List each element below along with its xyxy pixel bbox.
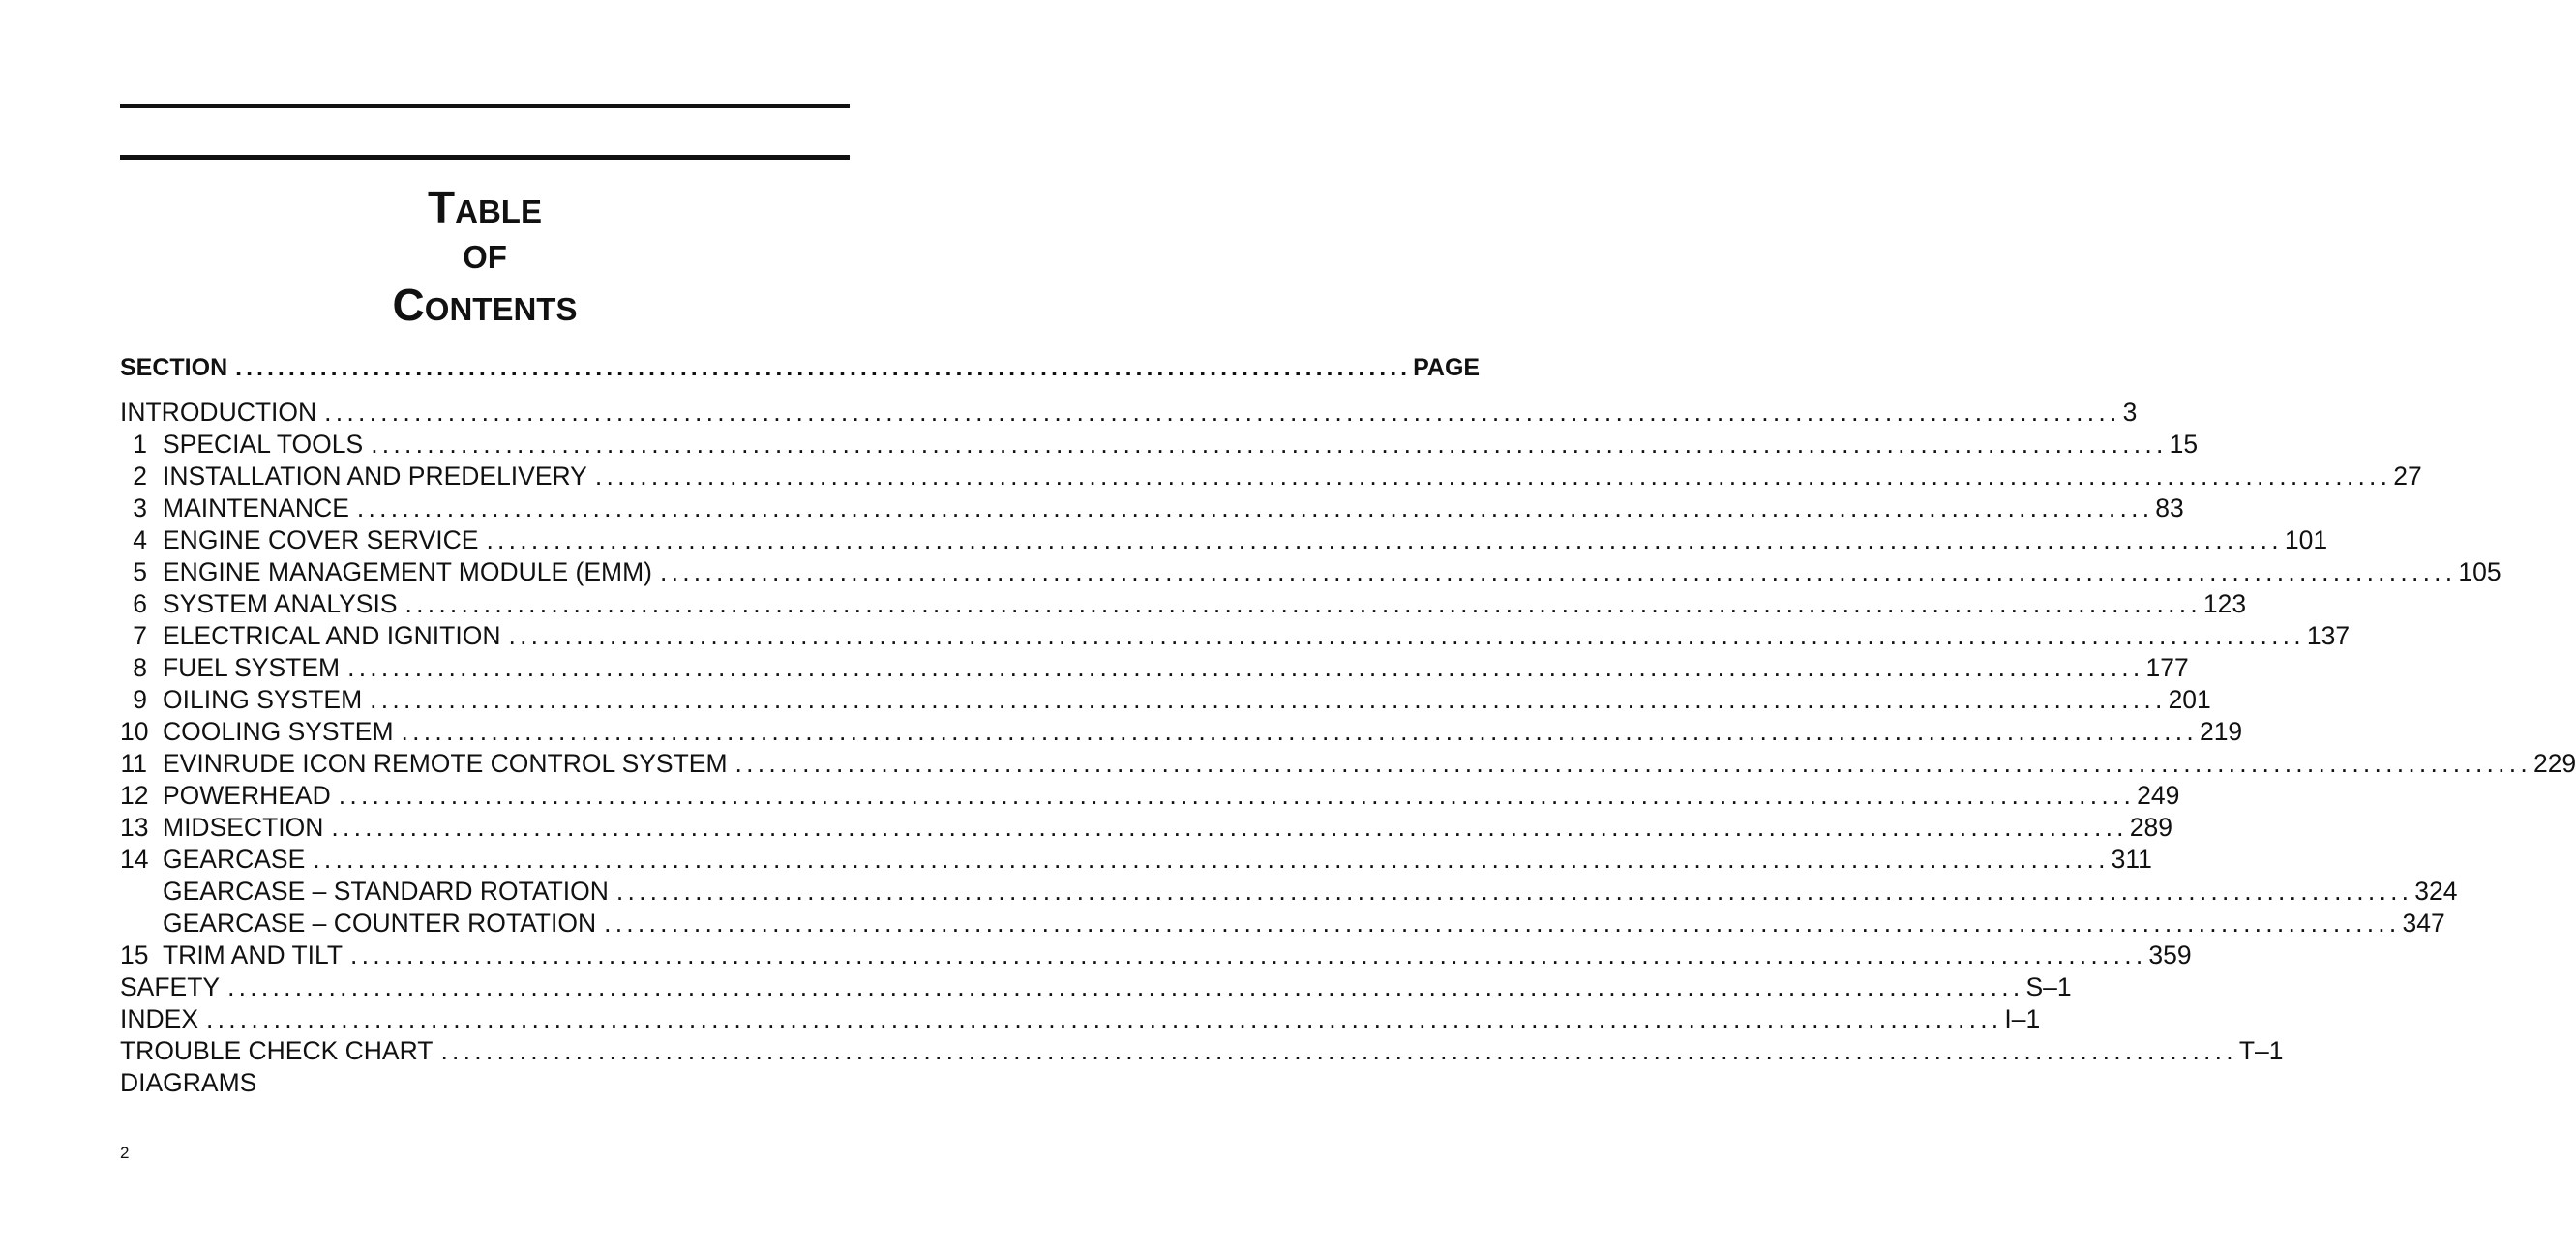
toc-entry-number: 8 [133,653,147,682]
toc-entry-number: 10 [120,717,149,746]
toc-entry[interactable] [120,397,2138,429]
toc-entry-title: SYSTEM ANALYSIS [163,589,398,618]
toc-entry-title: INDEX [120,1004,198,1033]
leader-dots: ................................................................................................................................................................ [486,525,2283,554]
toc-entry[interactable] [120,684,2211,716]
toc-entry-title: TROUBLE CHECK CHART [120,1036,434,1065]
page-column-label: PAGE [1413,354,1481,381]
toc-entry-number: 13 [120,813,149,842]
toc-entry-number: 9 [133,685,147,714]
toc-entry[interactable] [120,716,2243,748]
leader-dots: ................................................................................................................................................................ [508,621,2305,650]
toc-entry-page: 83 [2155,493,2184,522]
toc-entry-title: GEARCASE – STANDARD ROTATION [163,877,609,906]
toc-entry-title: MIDSECTION [163,813,324,842]
leader-dots: ................................................................................................................................................................ [659,557,2457,586]
toc-entry-page: 105 [2458,557,2501,586]
toc-entry-page: 249 [2137,781,2180,810]
toc-entry-number: 2 [133,462,147,491]
toc-entry[interactable] [120,844,2152,876]
toc-entry-page: S–1 [2025,972,2072,1001]
leader-dots: ................................................................................................................................................................ [356,493,2154,522]
toc-entry[interactable] [120,1067,850,1099]
toc-entry-page: 359 [2148,940,2192,969]
title-line-of [120,241,850,273]
toc-entry[interactable] [120,748,2576,780]
leader-dots: ................................................................................................................................................................ [350,940,2147,969]
toc-entry[interactable] [120,524,2328,556]
toc-entry[interactable] [120,652,2189,684]
toc-entry-page: 123 [2202,589,2247,618]
toc-entry[interactable] [120,461,2422,492]
toc-entry-title: INTRODUCTION [120,398,317,427]
toc-entry-title: ELECTRICAL AND IGNITION [163,621,501,650]
leader-dots: ................................................................................................................................................................ [331,813,2128,842]
leader-dots: ................................................................................................................................................................ [440,1036,2237,1065]
title-of: OF [463,239,507,275]
toc-entry-number: 6 [133,589,147,618]
section-column-label: SECTION [120,354,228,381]
toc-entry-number: 12 [120,781,149,810]
toc-entry-page: 101 [2284,525,2328,554]
leader-dots: ................................................................................................................................................................ [401,717,2198,746]
toc-entry[interactable] [120,876,2458,908]
toc-entry[interactable] [120,812,2172,844]
toc-entry-title: FUEL SYSTEM [163,653,341,682]
leader-dots: ................................................................................................................................................................ [404,589,2202,618]
leader-dots: ................................................................................................................................................................ [615,877,2413,906]
toc-entry-page: 3 [2122,398,2138,427]
toc-entries [120,397,2576,1099]
title-rest-ontents: ONTENTS [424,291,578,327]
toc-entry[interactable] [120,620,2351,652]
title-line-contents [120,280,850,330]
toc-entry-page: 201 [2168,685,2211,714]
toc-entry-title: SPECIAL TOOLS [163,430,364,459]
toc-entry[interactable] [120,908,2445,939]
toc-entry-page: I–1 [2004,1004,2041,1033]
leader-dots: ............................................................................................................... [235,354,1412,381]
toc-entry-page: 324 [2414,877,2458,906]
toc-entry-title: ENGINE COVER SERVICE [163,525,479,554]
page-number: 2 [120,1144,130,1162]
toc-entry-number: 7 [133,621,147,650]
toc-entry-page: 219 [2199,717,2243,746]
top-rule [120,104,850,108]
toc-entry-page: 311 [2111,845,2152,874]
leader-dots: ................................................................................................................................................................ [227,972,2024,1001]
toc-entry-title: EVINRUDE ICON REMOTE CONTROL SYSTEM [163,749,728,778]
leader-dots: ................................................................................................................................................................ [324,398,2121,427]
toc-entry-page: 27 [2393,462,2422,491]
toc-entry[interactable] [120,1003,2041,1035]
leader-dots: ................................................................................................................................................................ [594,462,2392,491]
toc-entry-number: 11 [120,749,147,778]
leader-dots: ................................................................................................................................................................ [371,430,2168,459]
title-initial-c: C [392,280,425,330]
toc-entry-title: DIAGRAMS [120,1068,257,1097]
toc-entry-page: 347 [2402,908,2445,938]
title-initial-t: T [428,182,456,232]
toc-entry-number: 3 [133,493,147,522]
toc-entry-title: GEARCASE – COUNTER ROTATION [163,908,597,938]
toc-entry-title: POWERHEAD [163,781,331,810]
toc-entry-number: 1 [133,430,147,459]
toc-entry-title: TRIM AND TILT [163,940,344,969]
toc-entry[interactable] [120,939,2192,971]
toc-entry-page: 15 [2169,430,2199,459]
toc-entry-number: 15 [120,940,149,969]
toc-entry-title: INSTALLATION AND PREDELIVERY [163,462,587,491]
leader-dots: ................................................................................................................................................................ [734,749,2531,778]
toc-entry[interactable] [120,588,2247,620]
leader-dots: ................................................................................................................................................................ [604,908,2401,938]
toc-entry-page: 229 [2532,749,2576,778]
toc-entry-page: T–1 [2238,1036,2284,1065]
toc-entry-number: 4 [133,525,147,554]
toc-entry[interactable] [120,556,2501,588]
toc-entry-number: 5 [133,557,147,586]
toc-entry[interactable] [120,492,2184,524]
leader-dots: ................................................................................................................................................................ [206,1004,2003,1033]
toc-entry-title: OILING SYSTEM [163,685,363,714]
toc-entry-title: GEARCASE [163,845,306,874]
toc-entry[interactable] [120,429,2199,461]
toc-entry-title: MAINTENANCE [163,493,349,522]
toc-entry[interactable] [120,971,2072,1003]
toc-entry[interactable] [120,1035,2284,1067]
toc-entry-page: 137 [2306,621,2351,650]
title-rest-able: ABLE [455,194,542,229]
leader-dots: ................................................................................................................................................................ [313,845,2110,874]
toc-entry-title: ENGINE MANAGEMENT MODULE (EMM) [163,557,652,586]
toc-entry[interactable] [120,780,2180,812]
toc-entry-title: SAFETY [120,972,221,1001]
toc-header [120,352,1481,389]
toc-entry-page: 289 [2129,813,2172,842]
leader-dots: ................................................................................................................................................................ [347,653,2144,682]
second-rule [120,155,850,160]
leader-dots: ................................................................................................................................................................ [370,685,2167,714]
toc-entry-page: 177 [2145,653,2189,682]
toc-entry-title: COOLING SYSTEM [163,717,394,746]
table-of-contents [120,352,2576,1099]
leader-dots: ................................................................................................................................................................ [338,781,2136,810]
toc-entry-number: 14 [120,845,149,874]
title-line-table [120,182,850,232]
